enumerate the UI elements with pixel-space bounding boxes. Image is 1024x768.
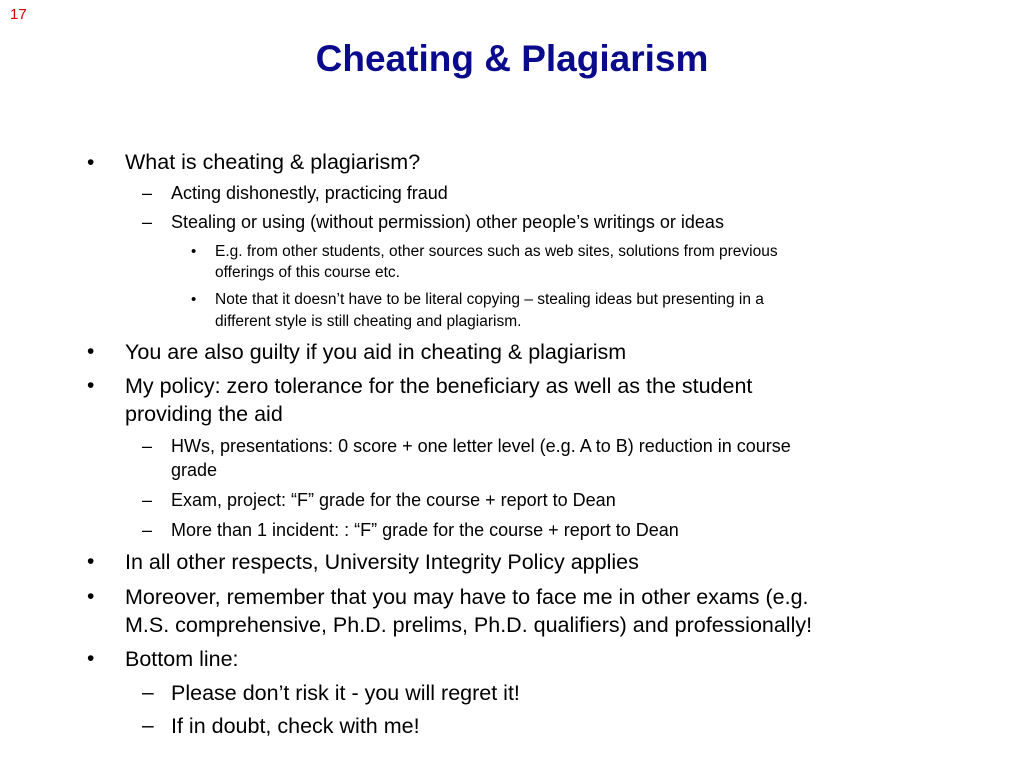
- sub-bullet-hws-line2: grade: [171, 460, 218, 480]
- bullet-marker: •: [87, 550, 95, 573]
- sub-bullet-hws-line1: HWs, presentations: 0 score + one letter level (e.g. A to B) reduction in course: [171, 436, 791, 456]
- sub-sub-bullet-literal-copying-line1: Note that it doesn’t have to be literal copying – stealing ideas but presenting in a: [215, 291, 764, 308]
- sub-sub-bullet-examples-line1: E.g. from other students, other sources such as web sites, solutions from previous: [215, 243, 778, 260]
- dash-marker: –: [142, 490, 153, 510]
- bullet-what-is-cheating: What is cheating & plagiarism?: [125, 150, 421, 174]
- dash-marker: –: [142, 183, 153, 203]
- bullet-moreover-line2: M.S. comprehensive, Ph.D. prelims, Ph.D. qualifiers) and professionally!: [125, 613, 813, 637]
- sub-sub-bullet-examples-line2: offerings of this course etc.: [215, 264, 400, 281]
- bullet-also-guilty: You are also guilty if you aid in cheating & plagiarism: [125, 340, 627, 364]
- bullet-moreover-line1: Moreover, remember that you may have to face me in other exams (e.g.: [125, 585, 809, 609]
- sub-bullet-stealing: Stealing or using (without permission) other people’s writings or ideas: [171, 212, 724, 232]
- bullet-marker: •: [191, 291, 197, 308]
- bullet-university-integrity: In all other respects, University Integrity Policy applies: [125, 550, 639, 574]
- bullet-my-policy-line2: providing the aid: [125, 402, 283, 426]
- bullet-marker: •: [87, 151, 95, 174]
- sub-bullet-dont-risk: Please don’t risk it - you will regret it!: [171, 681, 520, 705]
- sub-bullet-exam-project: Exam, project: “F” grade for the course + report to Dean: [171, 490, 616, 510]
- dash-marker: –: [142, 520, 153, 540]
- bullet-my-policy-line1: My policy: zero tolerance for the beneficiary as well as the student: [125, 374, 753, 398]
- dash-marker: –: [142, 436, 153, 456]
- sub-bullet-acting-dishonestly: Acting dishonestly, practicing fraud: [171, 183, 448, 203]
- bullet-marker: •: [87, 340, 95, 363]
- sub-bullet-check-with-me: If in doubt, check with me!: [171, 714, 420, 738]
- bullet-marker: •: [87, 585, 95, 608]
- slide-title: Cheating & Plagiarism: [315, 38, 709, 79]
- sub-bullet-more-than-one: More than 1 incident: : “F” grade for the course + report to Dean: [171, 520, 679, 540]
- sub-sub-bullet-literal-copying-line2: different style is still cheating and plagiarism.: [215, 313, 522, 330]
- bullet-marker: •: [87, 374, 95, 397]
- slide-number: 17: [10, 6, 27, 23]
- bullet-bottom-line: Bottom line:: [125, 647, 239, 671]
- dash-marker: –: [142, 212, 153, 232]
- dash-marker: –: [142, 714, 154, 737]
- bullet-marker: •: [191, 243, 197, 260]
- bullet-marker: •: [87, 647, 95, 670]
- dash-marker: –: [142, 681, 154, 704]
